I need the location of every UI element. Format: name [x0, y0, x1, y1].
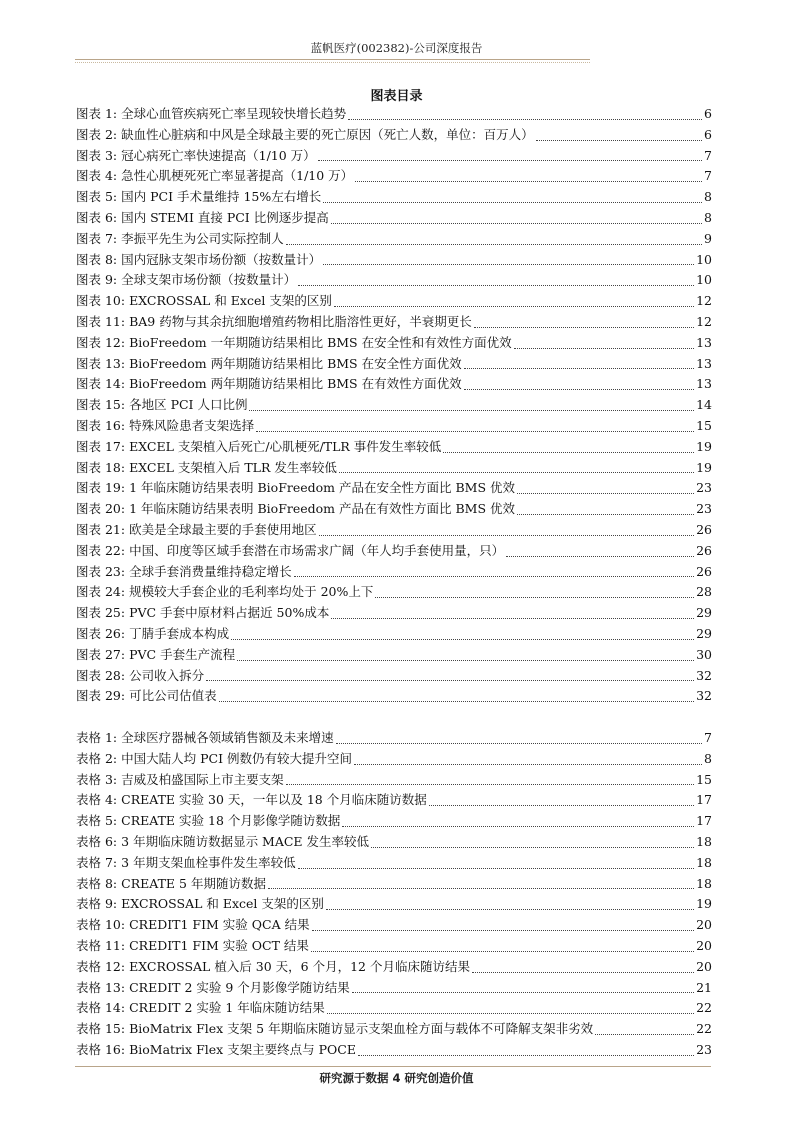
figure-entry[interactable]: [76, 229, 712, 250]
table-entry[interactable]: [76, 853, 712, 874]
footer-rule: [75, 1066, 711, 1067]
entry-page-number: 19: [696, 459, 712, 475]
figure-entry[interactable]: [76, 333, 712, 354]
entry-page-number: 7: [704, 730, 712, 745]
entry-label: 表格 10:: [76, 917, 126, 933]
entry-label: 表格 3:: [76, 771, 118, 787]
dot-leader: [464, 388, 694, 390]
entry-label: 图表 20:: [76, 501, 126, 517]
entry-title: 急性心肌梗死死亡率显著提高（1/10 万）: [121, 168, 354, 184]
entry-title: 中国大陆人均 PCI 例数仍有较大提升空间: [121, 750, 353, 766]
figure-entry[interactable]: [76, 582, 712, 603]
entry-label: 图表 12:: [76, 334, 126, 350]
entry-title: 可比公司估值表: [129, 688, 217, 704]
entry-label: 图表 10:: [76, 293, 126, 309]
dot-leader: [334, 305, 694, 307]
entry-page-number: 8: [704, 209, 712, 225]
entry-page-number: 15: [696, 417, 712, 433]
entry-label: 图表 14:: [76, 376, 126, 392]
dot-leader: [375, 596, 694, 598]
entry-title: CREATE 5 年期随访数据: [121, 875, 266, 891]
dot-leader: [237, 659, 694, 661]
entry-page-number: 8: [704, 189, 712, 205]
table-entry[interactable]: [76, 1019, 712, 1040]
entry-title: CREDIT 2 实验 9 个月影像学随访结果: [129, 979, 350, 995]
entry-title: 规模较大手套企业的毛利率均处于 20%上下: [129, 584, 374, 600]
entry-label: 图表 29:: [76, 688, 126, 704]
figure-entry[interactable]: [76, 645, 712, 666]
figure-entry[interactable]: [76, 666, 712, 687]
table-entry[interactable]: [76, 998, 712, 1019]
entry-page-number: 29: [696, 605, 712, 621]
entry-label: 图表 7:: [76, 230, 118, 246]
entry-label: 图表 17:: [76, 438, 126, 454]
entry-page-number: 17: [696, 792, 712, 808]
header-rule: [75, 59, 590, 60]
entry-page-number: 6: [704, 106, 712, 121]
entry-page-number: 23: [696, 501, 712, 517]
dot-leader: [286, 783, 694, 785]
dot-leader: [327, 1012, 694, 1014]
entry-label: 表格 15:: [76, 1021, 126, 1037]
entry-title: 全球医疗器械各领域销售额及未来增速: [121, 730, 334, 745]
entry-page-number: 21: [696, 979, 712, 995]
dot-leader: [326, 908, 694, 910]
dot-leader: [474, 326, 694, 328]
figure-entry[interactable]: [76, 603, 712, 624]
entry-label: 图表 3:: [76, 147, 118, 163]
entry-label: 表格 6:: [76, 833, 118, 849]
entry-label: 图表 11:: [76, 313, 126, 329]
entry-title: 1 年临床随访结果表明 BioFreedom 产品在有效性方面比 BMS 优效: [129, 501, 515, 517]
entry-page-number: 13: [696, 376, 712, 392]
page-header: [0, 40, 793, 56]
dot-leader: [352, 991, 694, 993]
entry-label: 图表 13:: [76, 355, 126, 371]
dot-leader: [312, 929, 695, 931]
dot-leader: [358, 1054, 694, 1056]
dot-leader: [355, 180, 702, 182]
entry-page-number: 18: [696, 875, 712, 891]
entry-title: 吉威及柏盛国际上市主要支架: [121, 771, 284, 787]
entry-page-number: 14: [696, 397, 712, 413]
entry-label: 表格 5:: [76, 813, 118, 829]
entry-label: 表格 2:: [76, 750, 118, 766]
dot-leader: [348, 118, 702, 120]
entry-page-number: 23: [696, 1041, 712, 1057]
entry-page-number: 19: [696, 438, 712, 454]
dot-leader: [472, 971, 694, 973]
entry-label: 图表 23:: [76, 563, 126, 579]
figure-entry[interactable]: [76, 125, 712, 146]
entry-page-number: 20: [696, 937, 712, 953]
toc-title: 图表目录: [370, 89, 423, 104]
entry-title: CREDIT 2 实验 1 年临床随访结果: [129, 1000, 325, 1016]
entry-page-number: 30: [696, 646, 712, 662]
dot-leader: [429, 804, 694, 806]
entry-label: 表格 16:: [76, 1041, 126, 1057]
entry-page-number: 12: [696, 293, 712, 309]
entry-title: EXCROSSAL 和 Excel 支架的区别: [129, 293, 332, 309]
dot-leader: [517, 513, 694, 515]
dot-leader: [249, 409, 694, 411]
entry-title: EXCEL 支架植入后死亡/心肌梗死/TLR 事件发生率较低: [129, 438, 442, 454]
entry-label: 图表 1:: [76, 106, 118, 121]
figure-entry[interactable]: [76, 208, 712, 229]
entry-label: 图表 28:: [76, 667, 126, 683]
entry-page-number: 15: [696, 771, 712, 787]
dot-leader: [331, 617, 694, 619]
entry-title: 李振平先生为公司实际控制人: [121, 230, 284, 246]
entry-page-number: 6: [704, 126, 712, 142]
entry-title: 国内冠脉支架市场份额（按数量计）: [121, 251, 322, 267]
entry-title: 冠心病死亡率快速提高（1/10 万）: [121, 147, 316, 163]
entry-label: 图表 26:: [76, 625, 126, 641]
entry-title: BioFreedom 两年期随访结果相比 BMS 在有效性方面优效: [129, 376, 462, 392]
table-entry[interactable]: [76, 832, 712, 853]
figure-entry[interactable]: [76, 499, 712, 520]
entry-page-number: 7: [704, 147, 712, 163]
entry-title: 国内 STEMI 直接 PCI 比例逐步提高: [121, 209, 329, 225]
table-entry[interactable]: [76, 1040, 712, 1061]
figure-entry[interactable]: [76, 437, 712, 458]
entry-title: PVC 手套生产流程: [129, 646, 236, 662]
dot-leader: [514, 347, 694, 349]
dot-leader: [464, 367, 694, 369]
entry-page-number: 10: [696, 251, 712, 267]
dot-leader: [206, 679, 694, 681]
dot-leader: [256, 430, 694, 432]
figure-entry[interactable]: [76, 354, 712, 375]
footer-text: 研究源于数据 4 研究创造价值: [319, 1071, 474, 1085]
entry-label: 表格 4:: [76, 792, 118, 808]
entry-title: 1 年临床随访结果表明 BioFreedom 产品在安全性方面比 BMS 优效: [129, 480, 515, 496]
dot-leader: [323, 201, 702, 203]
entry-title: 3 年期临床随访数据显示 MACE 发生率较低: [121, 833, 370, 849]
figure-list: [76, 104, 712, 707]
table-entry[interactable]: [76, 915, 712, 936]
entry-label: 图表 19:: [76, 480, 126, 496]
figure-entry[interactable]: [76, 374, 712, 395]
figure-entry[interactable]: [76, 624, 712, 645]
entry-label: 图表 16:: [76, 417, 126, 433]
entry-title: 特殊风险患者支架选择: [129, 417, 255, 433]
entry-page-number: 22: [696, 1000, 712, 1016]
dot-leader: [336, 742, 702, 744]
entry-title: EXCEL 支架植入后 TLR 发生率较低: [129, 459, 337, 475]
entry-title: BA9 药物与其余抗细胞增殖药物相比脂溶性更好，半衰期更长: [129, 313, 472, 329]
entry-label: 表格 13:: [76, 979, 126, 995]
dot-leader: [443, 451, 694, 453]
dot-leader: [286, 243, 702, 245]
dot-leader: [323, 263, 694, 265]
entry-title: 国内 PCI 手术量维持 15%左右增长: [121, 189, 322, 205]
entry-title: BioFreedom 两年期随访结果相比 BMS 在安全性方面优效: [129, 355, 462, 371]
entry-title: 3 年期支架血栓事件发生率较低: [121, 854, 296, 870]
entry-label: 图表 15:: [76, 397, 126, 413]
entry-label: 表格 14:: [76, 1000, 126, 1016]
entry-page-number: 29: [696, 625, 712, 641]
dot-leader: [318, 159, 702, 161]
entry-page-number: 20: [696, 917, 712, 933]
entry-title: 全球支架市场份额（按数量计）: [121, 272, 297, 288]
entry-page-number: 26: [696, 521, 712, 537]
figure-entry[interactable]: [76, 520, 712, 541]
table-entry[interactable]: [76, 790, 712, 811]
dot-leader: [219, 700, 694, 702]
dot-leader: [354, 763, 702, 765]
dot-leader: [231, 638, 694, 640]
entry-page-number: 8: [704, 750, 712, 766]
entry-label: 表格 9:: [76, 896, 118, 912]
entry-page-number: 18: [696, 854, 712, 870]
entry-label: 图表 18:: [76, 459, 126, 475]
table-entry[interactable]: [76, 957, 712, 978]
table-entry[interactable]: [76, 728, 712, 749]
entry-page-number: 26: [696, 542, 712, 558]
entry-title: CREDIT1 FIM 实验 QCA 结果: [129, 917, 310, 933]
entry-title: CREATE 实验 30 天，一年以及 18 个月临床随访数据: [121, 792, 427, 808]
table-entry[interactable]: [76, 894, 712, 915]
dot-leader: [371, 846, 694, 848]
entry-label: 图表 9:: [76, 272, 118, 288]
entry-page-number: 32: [696, 667, 712, 683]
figure-entry[interactable]: [76, 416, 712, 437]
entry-page-number: 19: [696, 896, 712, 912]
figure-entry[interactable]: [76, 312, 712, 333]
dot-leader: [268, 887, 694, 889]
entry-label: 图表 21:: [76, 521, 126, 537]
entry-title: 缺血性心脏病和中风是全球最主要的死亡原因（死亡人数，单位：百万人）: [121, 126, 534, 142]
dot-leader: [506, 555, 694, 557]
entry-title: 公司收入拆分: [129, 667, 205, 683]
entry-title: 全球心血管疾病死亡率呈现较快增长趋势: [121, 106, 347, 121]
figure-entry[interactable]: [76, 250, 712, 271]
dot-leader: [339, 471, 694, 473]
figure-entry[interactable]: [76, 187, 712, 208]
dot-leader: [319, 534, 694, 536]
entry-page-number: 32: [696, 688, 712, 704]
figure-entry[interactable]: [76, 458, 712, 479]
table-entry[interactable]: [76, 770, 712, 791]
entry-page-number: 22: [696, 1021, 712, 1037]
entry-title: BioMatrix Flex 支架主要终点与 POCE: [129, 1041, 356, 1057]
figure-entry[interactable]: [76, 541, 712, 562]
dot-leader: [536, 139, 702, 141]
header-title: 蓝帆医疗(002382)-公司深度报告: [310, 41, 483, 55]
page-footer: [0, 1070, 793, 1086]
dot-leader: [331, 222, 702, 224]
entry-title: 中国、印度等区域手套潜在市场需求广阔（年人均手套使用量，只）: [129, 542, 505, 558]
dot-leader: [517, 492, 694, 494]
entry-title: 欧美是全球最主要的手套使用地区: [129, 521, 317, 537]
dot-leader: [298, 867, 695, 869]
entry-label: 图表 5:: [76, 189, 118, 205]
entry-title: CREATE 实验 18 个月影像学随访数据: [121, 813, 341, 829]
figure-entry[interactable]: [76, 395, 712, 416]
table-list: [76, 728, 712, 1061]
dot-leader: [294, 575, 694, 577]
table-entry[interactable]: [76, 936, 712, 957]
entry-label: 图表 6:: [76, 209, 118, 225]
table-entry[interactable]: [76, 874, 712, 895]
dot-leader: [342, 825, 694, 827]
entry-page-number: 26: [696, 563, 712, 579]
dot-leader: [298, 284, 694, 286]
entry-label: 表格 8:: [76, 875, 118, 891]
entry-title: BioFreedom 一年期随访结果相比 BMS 在安全性和有效性方面优效: [129, 334, 512, 350]
figure-entry[interactable]: [76, 270, 712, 291]
entry-title: 丁腈手套成本构成: [129, 625, 230, 641]
entry-page-number: 17: [696, 813, 712, 829]
entry-page-number: 28: [696, 584, 712, 600]
figure-entry[interactable]: [76, 291, 712, 312]
dot-leader: [595, 1033, 694, 1035]
entry-page-number: 10: [696, 272, 712, 288]
entry-page-number: 9: [704, 230, 712, 246]
entry-page-number: 20: [696, 958, 712, 974]
entry-label: 图表 24:: [76, 584, 126, 600]
entry-title: 各地区 PCI 人口比例: [129, 397, 248, 413]
entry-label: 图表 22:: [76, 542, 126, 558]
entry-title: PVC 手套中原材料占据近 50%成本: [129, 605, 330, 621]
entry-page-number: 13: [696, 334, 712, 350]
entry-title: EXCROSSAL 植入后 30 天，6 个月，12 个月临床随访结果: [129, 958, 470, 974]
entry-title: BioMatrix Flex 支架 5 年期临床随访显示支架血栓方面与载体不可降解支架非劣效: [129, 1021, 594, 1037]
entry-label: 表格 1:: [76, 730, 118, 745]
table-entry[interactable]: [76, 811, 712, 832]
entry-page-number: 23: [696, 480, 712, 496]
entry-page-number: 18: [696, 833, 712, 849]
entry-label: 表格 12:: [76, 958, 126, 974]
entry-title: EXCROSSAL 和 Excel 支架的区别: [121, 896, 324, 912]
entry-label: 图表 2:: [76, 126, 118, 142]
entry-label: 图表 4:: [76, 168, 118, 184]
entry-page-number: 13: [696, 355, 712, 371]
entry-label: 图表 8:: [76, 251, 118, 267]
entry-page-number: 12: [696, 313, 712, 329]
entry-label: 表格 7:: [76, 854, 118, 870]
entry-label: 表格 11:: [76, 937, 126, 953]
figure-entry[interactable]: [76, 478, 712, 499]
table-entry[interactable]: [76, 749, 712, 770]
entry-label: 图表 27:: [76, 646, 126, 662]
figure-entry[interactable]: [76, 146, 712, 167]
entry-title: CREDIT1 FIM 实验 OCT 结果: [129, 937, 309, 953]
table-entry[interactable]: [76, 978, 712, 999]
entry-page-number: 7: [704, 168, 712, 184]
figure-entry[interactable]: [76, 562, 712, 583]
figure-entry[interactable]: [76, 104, 712, 125]
figure-entry[interactable]: [76, 686, 712, 707]
entry-label: 图表 25:: [76, 605, 126, 621]
dot-leader: [311, 950, 694, 952]
figure-entry[interactable]: [76, 166, 712, 187]
header-rule-dotted: [75, 62, 590, 63]
entry-title: 全球手套消费量维持稳定增长: [129, 563, 292, 579]
